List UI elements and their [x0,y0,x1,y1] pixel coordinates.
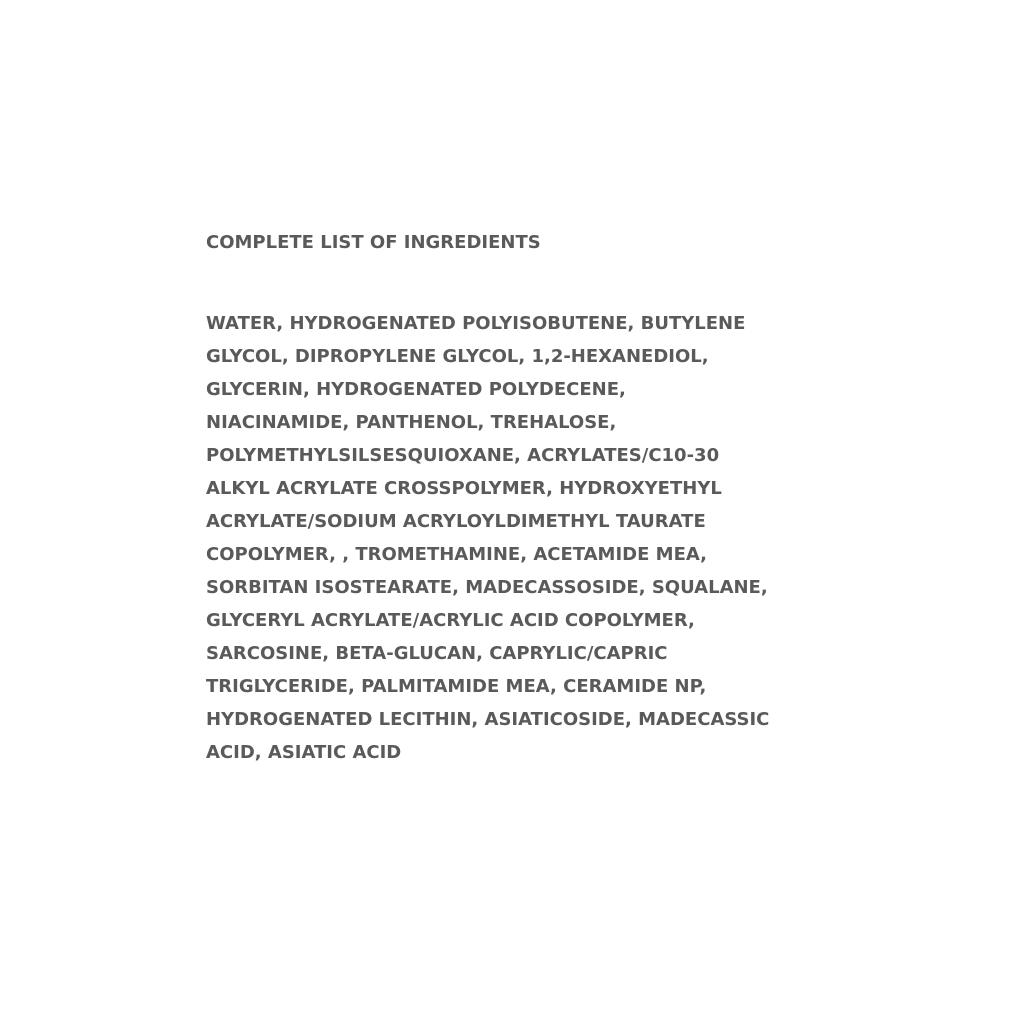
ingredient-line: GLYCERIN, HYDROGENATED POLYDECENE, [206,379,626,400]
ingredient-line: ACRYLATE/SODIUM ACRYLOYLDIMETHYL TAURATE [206,511,706,532]
ingredient-line: GLYCOL, DIPROPYLENE GLYCOL, 1,2-HEXANEDIOL, [206,346,709,367]
ingredients-list [206,307,866,769]
ingredient-line: SORBITAN ISOSTEARATE, MADECASSOSIDE, SQUALANE, [206,577,768,598]
ingredient-line: ACID, ASIATIC ACID [206,742,402,763]
ingredient-line: TRIGLYCERIDE, PALMITAMIDE MEA, CERAMIDE NP, [206,676,707,697]
ingredient-line: ALKYL ACRYLATE CROSSPOLYMER, HYDROXYETHYL [206,478,722,499]
ingredients-block [206,226,866,769]
ingredient-line: WATER, HYDROGENATED POLYISOBUTENE, BUTYLENE [206,313,746,334]
ingredient-line: COPOLYMER, , TROMETHAMINE, ACETAMIDE MEA, [206,544,707,565]
ingredient-line: SARCOSINE, BETA-GLUCAN, CAPRYLIC/CAPRIC [206,643,668,664]
ingredients-heading: COMPLETE LIST OF INGREDIENTS [206,232,541,253]
ingredient-line: GLYCERYL ACRYLATE/ACRYLIC ACID COPOLYMER, [206,610,695,631]
ingredient-line: POLYMETHYLSILSESQUIOXANE, ACRYLATES/C10-30 [206,445,720,466]
ingredient-line: HYDROGENATED LECITHIN, ASIATICOSIDE, MADECASSIC [206,709,770,730]
ingredient-line: NIACINAMIDE, PANTHENOL, TREHALOSE, [206,412,617,433]
